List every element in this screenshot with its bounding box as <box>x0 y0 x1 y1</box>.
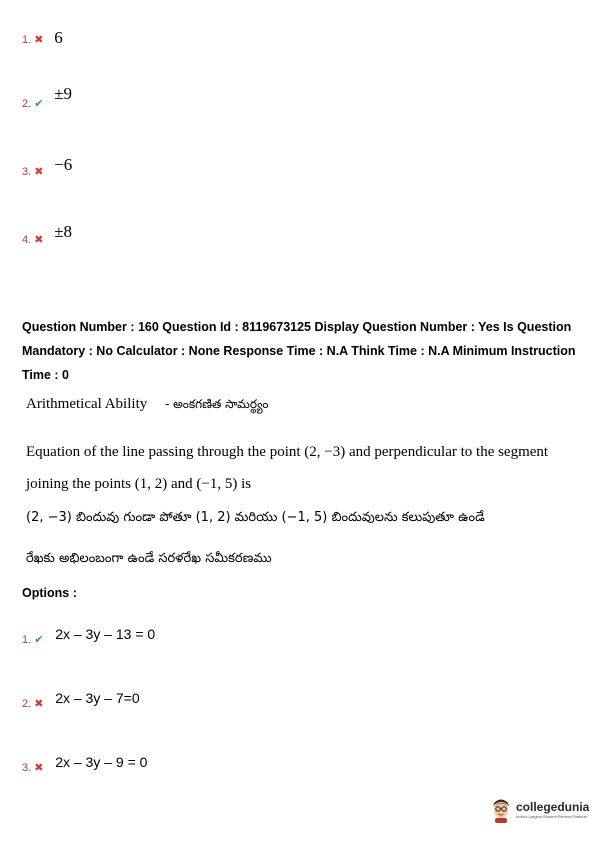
question-header <box>22 315 582 387</box>
section-title <box>26 396 269 414</box>
option-value: ±8 <box>54 222 73 241</box>
option-number: 1. <box>22 634 32 646</box>
option-2 <box>22 690 140 710</box>
question-text-en-1: Equation of the line passing through the point (2, −3) and perpendicular to the segment <box>26 444 549 460</box>
logo-tagline: India's Largest Student Review Platform <box>516 813 588 819</box>
prev-option-1 <box>22 28 63 48</box>
question-meta-line: Time : 0 <box>22 368 70 382</box>
question-text-te-1: (2, −3) బిందువు గుండా పోతూ (1, 2) మరియు (−1, 5) బిందువులను కలుపుతూ ఉండే <box>26 510 485 525</box>
prev-option-3 <box>22 155 73 180</box>
option-number: 3. <box>22 762 32 774</box>
option-number: 2. <box>22 698 32 710</box>
collegedunia-logo <box>490 797 589 823</box>
wrong-icon: ✖ <box>34 234 44 246</box>
option-3 <box>22 754 148 774</box>
question-text-en-2: joining the points (1, 2) and (−1, 5) is <box>26 476 252 492</box>
logo-name: collegedunia <box>516 799 590 814</box>
question-meta-line: Question Number : 160 Question Id : 8119673125 Display Question Number : Yes Is Question <box>22 320 572 334</box>
option-value: 2x – 3y – 7=0 <box>55 690 140 706</box>
option-number: 2. <box>22 98 32 110</box>
wrong-icon: ✖ <box>34 34 44 46</box>
section-title-en: Arithmetical Ability <box>26 396 148 412</box>
check-icon: ✔ <box>34 634 44 646</box>
option-number: 4. <box>22 234 32 246</box>
options-label: Options : <box>22 586 77 600</box>
option-value: ±9 <box>54 84 73 103</box>
option-1 <box>22 626 156 646</box>
option-number: 3. <box>22 166 32 178</box>
option-value: 6 <box>54 28 63 47</box>
question-meta-line: Mandatory : No Calculator : None Response Time : N.A Think Time : N.A Minimum Instruction <box>22 344 576 358</box>
student-face-icon <box>490 797 512 823</box>
prev-option-2 <box>22 84 73 112</box>
option-value: 2x – 3y – 13 = 0 <box>55 626 156 642</box>
option-value: 2x – 3y – 9 = 0 <box>55 754 148 770</box>
check-icon: ✔ <box>34 98 44 110</box>
option-number: 1. <box>22 34 32 46</box>
question-text-te-2: రేఖకు అభిలంబంగా ఉండే సరళరేఖ సమీకరణము <box>26 551 272 566</box>
option-value: −6 <box>54 155 73 174</box>
prev-option-4 <box>22 222 73 248</box>
wrong-icon: ✖ <box>34 762 44 774</box>
wrong-icon: ✖ <box>34 166 44 178</box>
wrong-icon: ✖ <box>34 698 44 710</box>
section-title-te: - అంకగణిత సామర్థ్యం <box>164 397 269 411</box>
